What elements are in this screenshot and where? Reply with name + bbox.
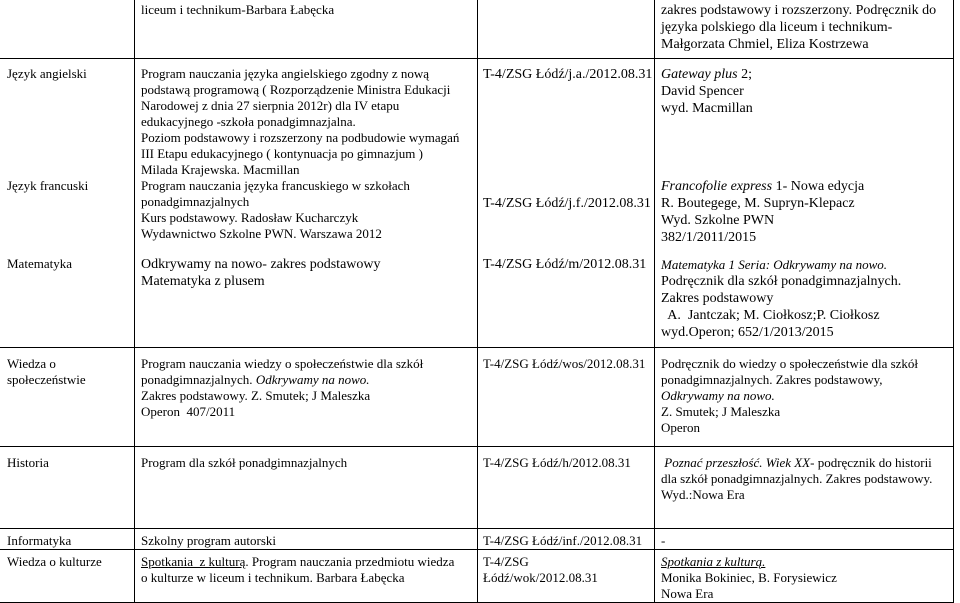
- subject-civics-line-2: społeczeństwie: [7, 372, 86, 387]
- english-book-title-suffix: 2;: [737, 67, 752, 82]
- math-book: [661, 256, 901, 341]
- subject-english-label: Język angielski: [7, 66, 87, 81]
- civics-program-line-1: Program nauczania wiedzy o społeczeństwie dla szkół: [141, 356, 424, 371]
- civics-book-line-2: ponadgimnazjalnych. Zakres podstawowy,: [661, 372, 883, 387]
- english-program-line-5: Poziom podstawowy i rozszerzony na podbudowie wymagań: [141, 130, 460, 145]
- row0-book-line-2: języka polskiego dla liceum i technikum-: [661, 20, 893, 35]
- french-book-authors: R. Boutegege, M. Supryn-Klepacz: [661, 196, 855, 211]
- english-code-text: T-4/ZSG Łódź/j.a./2012.08.31: [483, 67, 653, 82]
- subject-french: [7, 178, 88, 194]
- row0-book-line-1: zakres podstawowy i rozszerzony. Podręcznik do: [661, 3, 937, 18]
- civics-book-publisher: Operon: [661, 420, 700, 435]
- math-code-text: T-4/ZSG Łódź/m/2012.08.31: [483, 257, 647, 272]
- english-book-publisher: wyd. Macmillan: [661, 101, 753, 116]
- history-book-publisher: Wyd.:Nowa Era: [661, 487, 745, 502]
- english-program-line-1: Program nauczania języka angielskiego zgodny z nową: [141, 66, 430, 81]
- subject-civics: [7, 356, 86, 388]
- french-program-line-3: Kurs podstawowy. Radosław Kucharczyk: [141, 210, 359, 225]
- civics-book-series: Odkrywamy na nowo.: [661, 388, 775, 403]
- french-program-line-4: Wydawnictwo Szkolne PWN. Warszawa 2012: [141, 226, 382, 241]
- french-book-title-suffix: 1- Nowa edycja: [772, 179, 865, 194]
- english-book-author: David Spencer: [661, 84, 744, 99]
- horizontal-divider-4: [0, 528, 954, 529]
- math-book-publisher: wyd.Operon; 652/1/2013/2015: [661, 325, 834, 340]
- culture-code: [483, 554, 598, 586]
- french-book: [661, 178, 864, 246]
- civics-program-line-2: [141, 372, 423, 388]
- math-program-line-1: Odkrywamy na nowo- zakres podstawowy: [141, 257, 381, 272]
- subject-math: [7, 256, 72, 272]
- english-code: [483, 66, 652, 83]
- subject-history-label: Historia: [7, 455, 49, 470]
- row0-book: [661, 2, 936, 53]
- culture-program: [141, 554, 454, 586]
- english-program-line-6: III Etapu edukacyjnego ( kontynuacja po gimnazjum ): [141, 146, 423, 161]
- horizontal-divider-5: [0, 549, 954, 550]
- history-book-title: Poznać przeszłość. Wiek XX: [661, 455, 811, 470]
- french-program-line-2: ponadgimnazjalnych: [141, 194, 250, 209]
- row0-book-line-3: Małgorzata Chmiel, Eliza Kostrzewa: [661, 37, 869, 52]
- french-book-number: 382/1/2011/2015: [661, 230, 757, 245]
- culture-code-line-2: Łódź/wok/2012.08.31: [483, 570, 598, 585]
- culture-book-publisher: Nowa Era: [661, 586, 714, 601]
- math-program: [141, 256, 381, 290]
- civics-program-line-2a: ponadgimnazjalnych.: [141, 372, 256, 387]
- vertical-divider-2: [477, 0, 478, 603]
- subject-english: [7, 66, 87, 82]
- french-book-publisher: Wyd. Szkolne PWN: [661, 213, 775, 228]
- it-code-text: T-4/ZSG Łódź/inf./2012.08.31: [483, 533, 643, 548]
- english-program-line-3: Narodowej z dnia 27 sierpnia 2012r) dla IV etapu: [141, 98, 400, 113]
- subject-culture-label: Wiedza o kulturze: [7, 554, 102, 569]
- history-code: [483, 455, 631, 471]
- math-code: [483, 256, 646, 273]
- civics-program: [141, 356, 423, 420]
- civics-code-text: T-4/ZSG Łódź/wos/2012.08.31: [483, 356, 646, 371]
- horizontal-divider-3: [0, 446, 954, 447]
- culture-book: [661, 554, 837, 602]
- culture-code-line-1: T-4/ZSG: [483, 554, 529, 569]
- english-book-title: Gateway plus: [661, 67, 738, 82]
- history-code-text: T-4/ZSG Łódź/h/2012.08.31: [483, 455, 631, 470]
- english-book-title-line: [661, 66, 753, 83]
- culture-program-line-1-rest: . Program nauczania przedmiotu wiedza: [245, 554, 455, 569]
- french-code: [483, 195, 651, 212]
- culture-program-line-1: [141, 554, 454, 570]
- culture-book-authors: Monika Bokiniec, B. Forysiewicz: [661, 570, 837, 585]
- subject-civics-line-1: Wiedza o: [7, 356, 56, 371]
- civics-book: [661, 356, 918, 436]
- math-book-authors: A. Jantczak; M. Ciołkosz;P. Ciołkosz: [661, 308, 880, 323]
- french-book-title: Francofolie express: [661, 179, 773, 194]
- culture-program-title: Spotkania z kulturą: [141, 554, 246, 569]
- civics-book-authors: Z. Smutek; J Maleszka: [661, 404, 781, 419]
- row0-program-line: liceum i technikum-Barbara Łabęcka: [141, 2, 335, 17]
- english-book: [661, 66, 753, 117]
- it-program-text: Szkolny program autorski: [141, 533, 277, 548]
- history-book-line-2: dla szkół ponadgimnazjalnych. Zakres podstawowy.: [661, 471, 933, 486]
- it-code: [483, 533, 642, 549]
- horizontal-divider-2: [0, 347, 954, 348]
- french-program: [141, 178, 410, 242]
- horizontal-divider-1: [0, 58, 954, 59]
- math-book-line-2: Podręcznik dla szkół ponadgimnazjalnych.: [661, 274, 902, 289]
- vertical-divider-1: [134, 0, 135, 603]
- subject-history: [7, 455, 49, 471]
- civics-code: [483, 356, 645, 372]
- math-book-series: Matematyka 1 Seria: Odkrywamy na nowo.: [661, 257, 888, 272]
- civics-program-line-3: Zakres podstawowy. Z. Smutek; J Maleszka: [141, 388, 371, 403]
- row0-program: [141, 2, 334, 18]
- subject-it: [7, 533, 71, 549]
- math-program-line-2: Matematyka z plusem: [141, 274, 265, 289]
- it-book-text: -: [661, 533, 666, 548]
- culture-program-line-2: o kulturze w liceum i technikum. Barbara Łabęcka: [141, 570, 405, 585]
- english-program-line-4: edukacyjnego -szkoła ponadgimnazjalna.: [141, 114, 356, 129]
- math-book-line-3: Zakres podstawowy: [661, 291, 774, 306]
- civics-program-series: Odkrywamy na nowo.: [255, 372, 370, 387]
- history-program: [141, 455, 347, 471]
- vertical-divider-4: [953, 0, 954, 603]
- civics-program-line-4: Operon 407/2011: [141, 404, 236, 419]
- it-program: [141, 533, 276, 549]
- english-program-line-7: Milada Krajewska. Macmillan: [141, 162, 300, 177]
- it-book: [661, 533, 665, 549]
- french-code-text: T-4/ZSG Łódź/j.f./2012.08.31: [483, 196, 651, 211]
- history-book-line-1: [661, 455, 932, 471]
- french-program-line-1: Program nauczania języka francuskiego w szkołach: [141, 178, 410, 193]
- history-book: [661, 455, 932, 503]
- subject-math-label: Matematyka: [7, 256, 72, 271]
- vertical-divider-3: [654, 0, 655, 603]
- culture-book-title: Spotkania z kulturą.: [661, 554, 766, 569]
- french-book-title-line: [661, 178, 864, 195]
- subject-it-label: Informatyka: [7, 533, 72, 548]
- subject-french-label: Język francuski: [7, 178, 89, 193]
- english-program-line-2: podstawą programową ( Rozporządzenie Ministra Edukacji: [141, 82, 451, 97]
- english-program: [141, 66, 459, 178]
- history-book-line-1-rest: - podręcznik do historii: [810, 455, 932, 470]
- civics-book-line-1: Podręcznik do wiedzy o społeczeństwie dla szkół: [661, 356, 919, 371]
- history-program-text: Program dla szkół ponadgimnazjalnych: [141, 455, 348, 470]
- subject-culture: [7, 554, 102, 570]
